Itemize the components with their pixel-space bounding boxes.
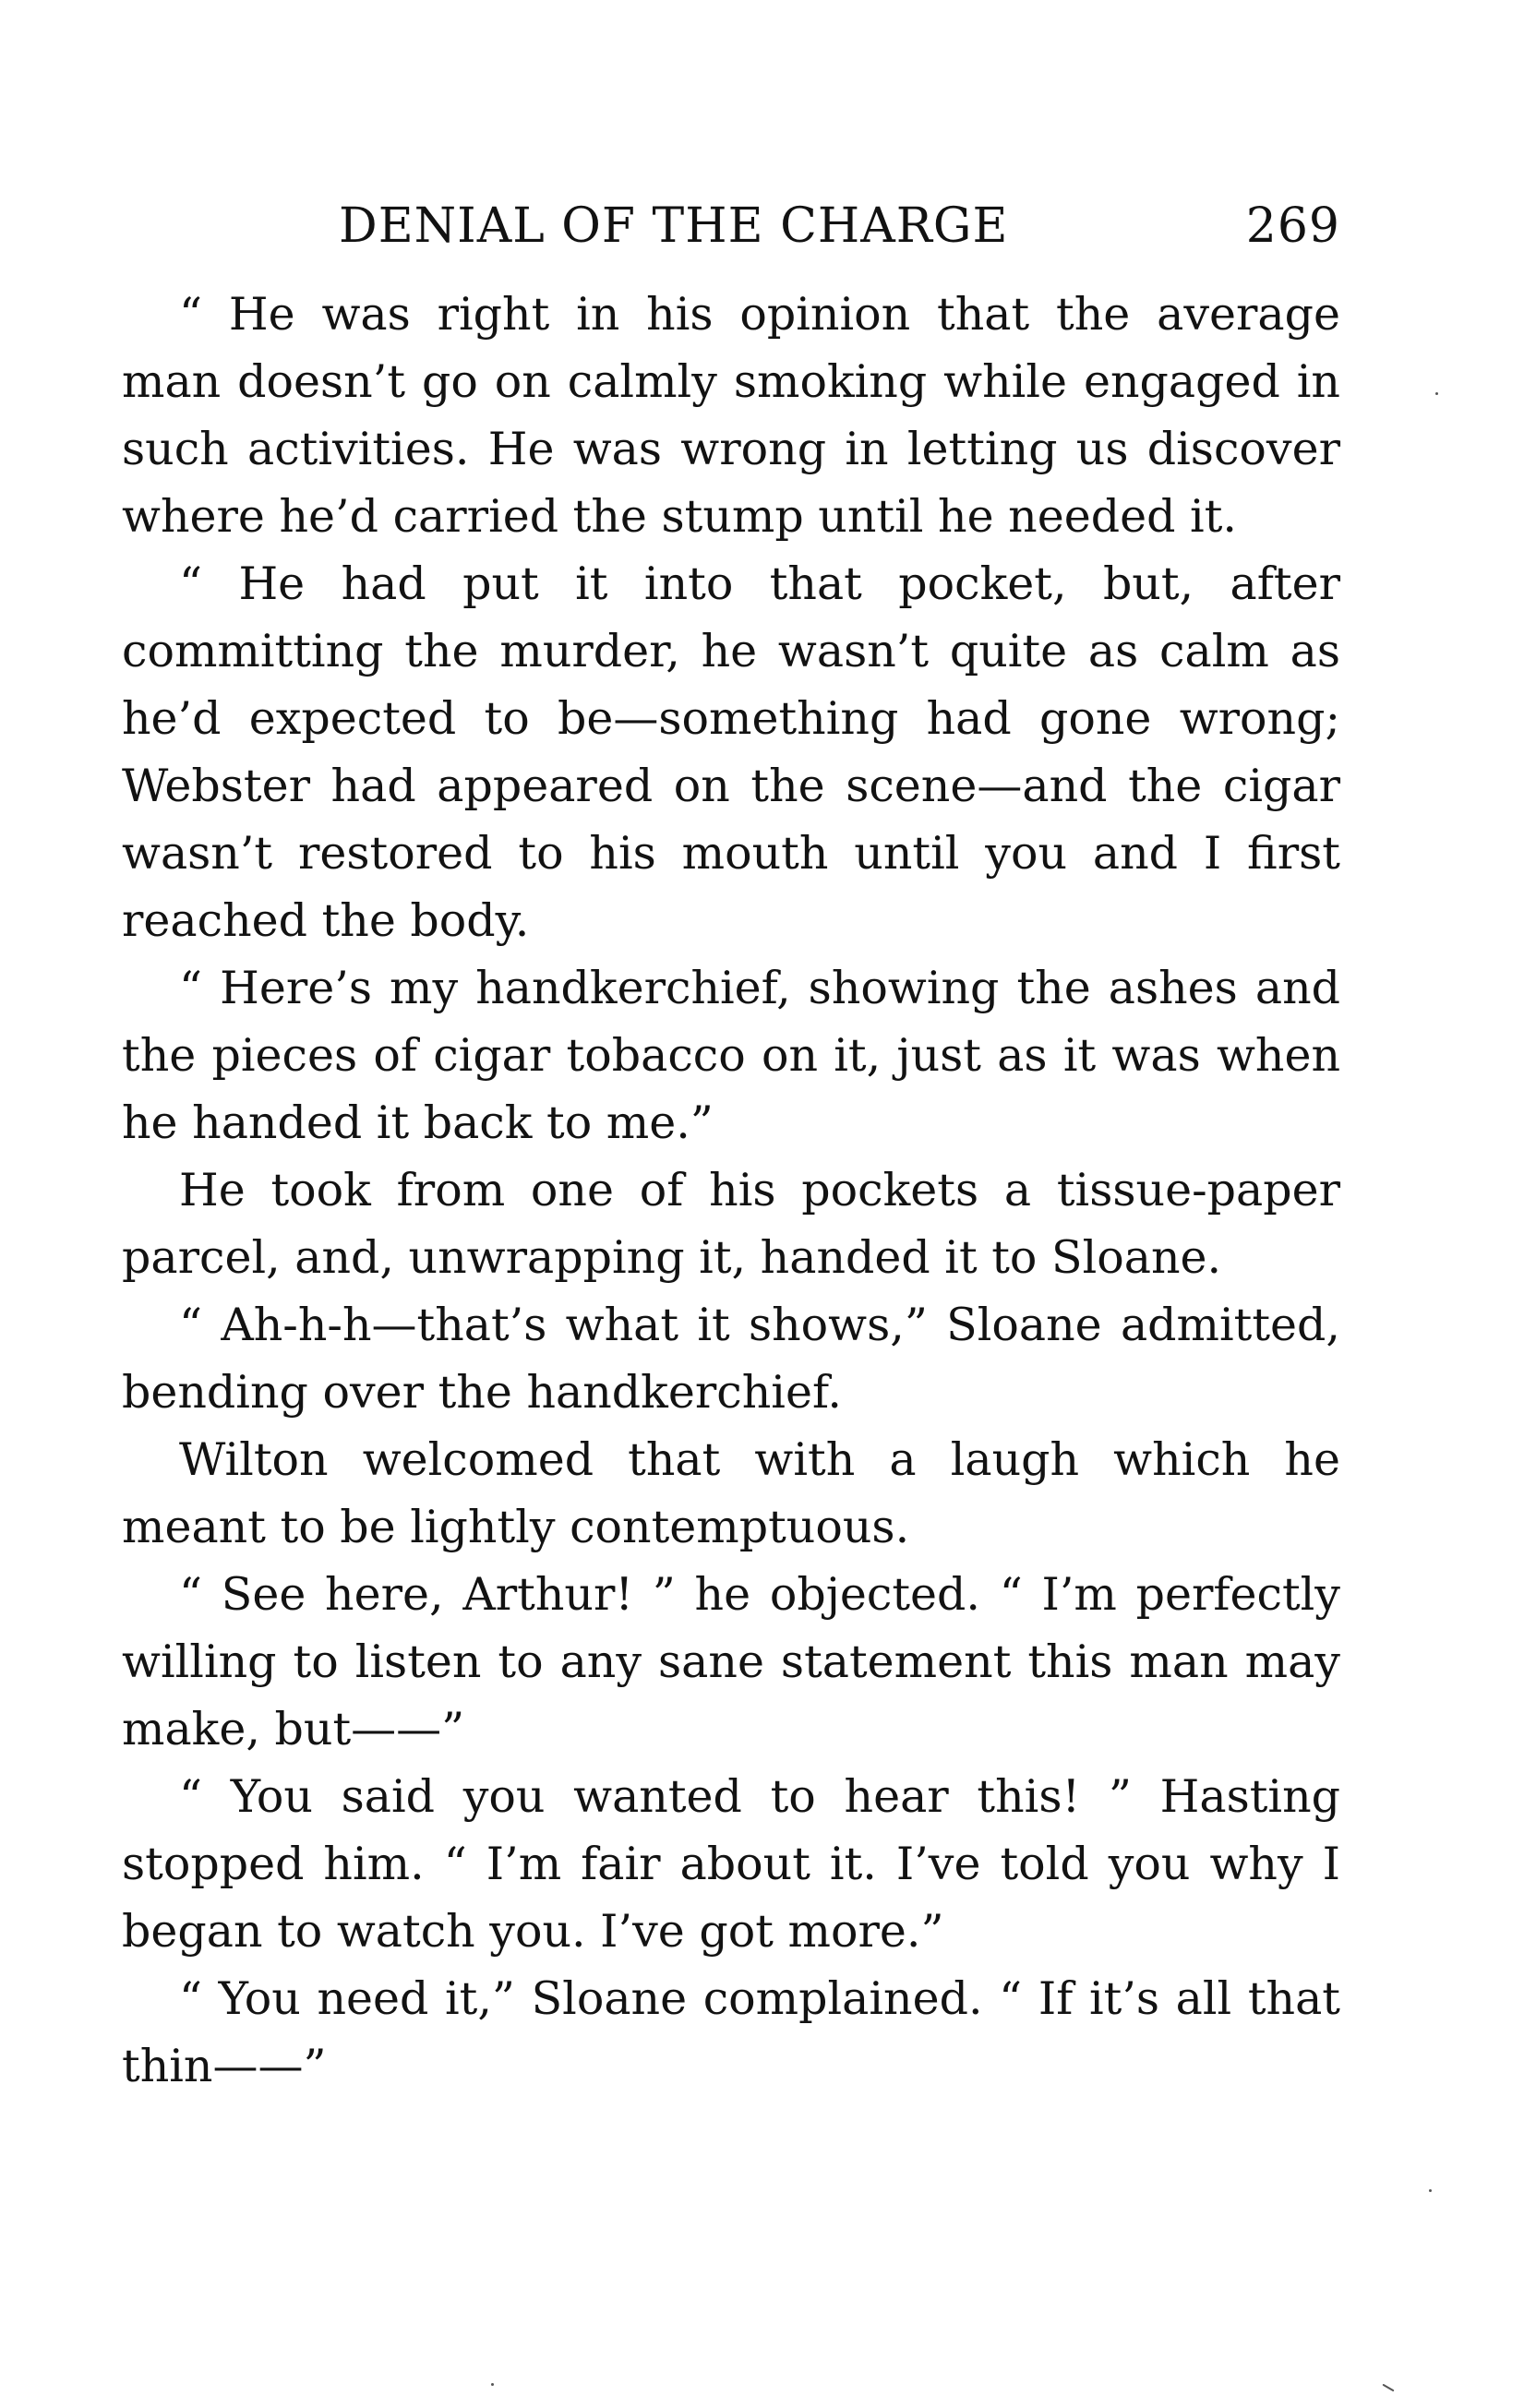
paragraph: He took from one of his pockets a tissue-paper parcel, and, unwrapping it, handed it to Sloane. (122, 1164, 1340, 1284)
scan-speck (1435, 392, 1438, 395)
paragraph: “ He had put it into that pocket, but, after committing the murder, he wasn’t quite as calm as he’d expected to be—something had gone wrong; Webster had appeared on the scene—and the cigar wasn’t restored to his mouth until you and I first reached the body. (122, 557, 1340, 947)
book-page (122, 189, 1340, 2100)
scan-speck (1382, 2384, 1394, 2392)
paragraph: Wilton welcomed that with a laugh which he meant to be lightly contemptuous. (122, 1433, 1340, 1553)
page-number: 269 (1245, 198, 1340, 254)
body-text (122, 281, 1340, 2100)
scan-speck (1429, 2189, 1432, 2192)
paragraph: “ He was right in his opinion that the average man doesn’t go on calmly smoking while engaged in such activities. He was wrong in letting us discover where he’d carried the stump until he needed it. (122, 288, 1340, 543)
running-head-title: DENIAL OF THE CHARGE (339, 198, 1009, 254)
running-head (122, 189, 1340, 268)
paragraph: “ Here’s my handkerchief, showing the ashes and the pieces of cigar tobacco on it, just as it was when he handed it back to me.” (122, 962, 1340, 1149)
paragraph: “ You need it,” Sloane complained. “ If it’s all that thin——” (122, 1972, 1340, 2092)
scan-speck (491, 2383, 494, 2386)
paragraph: “ Ah-h-h—that’s what it shows,” Sloane admitted, bending over the handkerchief. (122, 1299, 1340, 1419)
paragraph: “ See here, Arthur! ” he objected. “ I’m perfectly willing to listen to any sane statement this man may make, but——” (122, 1568, 1340, 1755)
paragraph: “ You said you wanted to hear this! ” Hasting stopped him. “ I’m fair about it. I’ve told you why I began to watch you. I’ve got more.” (122, 1770, 1340, 1958)
